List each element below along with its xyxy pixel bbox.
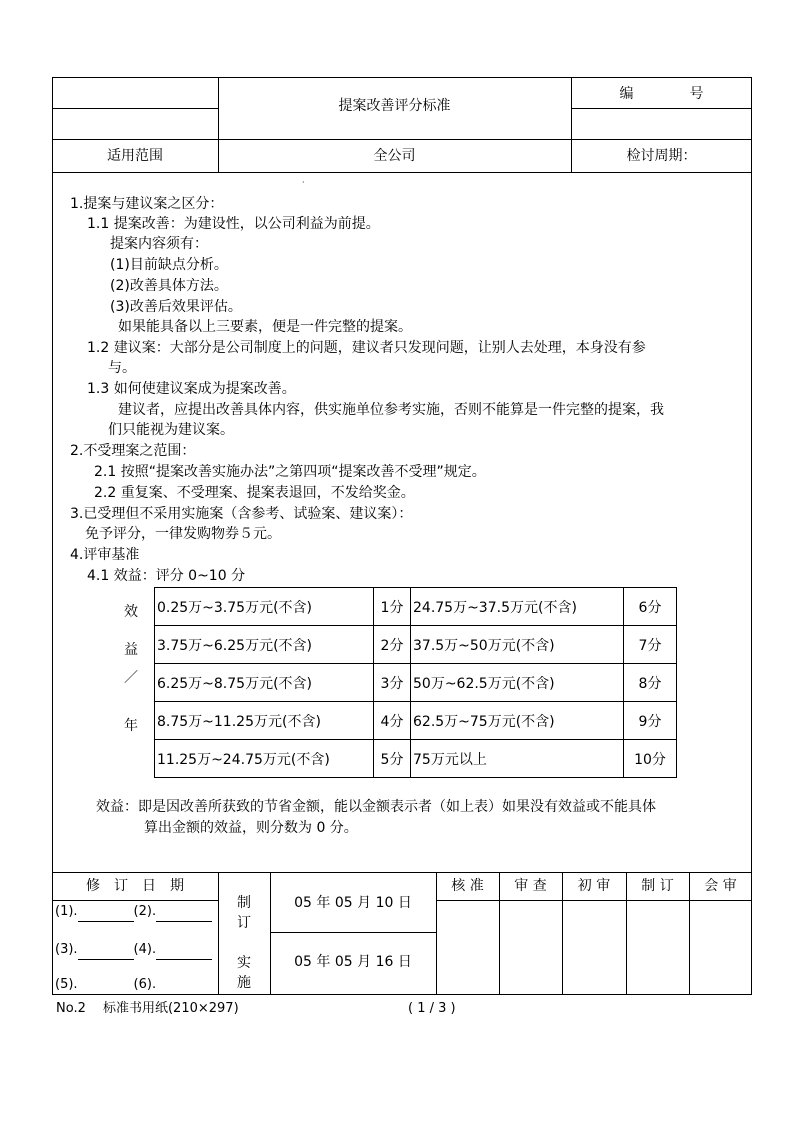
table-cell: 8.75万~11.25万元(不含): [155, 702, 374, 740]
page-number: ( 1 / 3 ): [408, 1001, 456, 1016]
table-row: [155, 588, 677, 626]
body-line: 1.3 如何使建议案成为提案改善。: [87, 381, 296, 397]
benefit-note: 效益：即是因改善所获致的节省金额，能以金额表示者（如上表）如果没有效益或不能具体: [96, 799, 656, 815]
footer-line: [436, 900, 752, 901]
table-cell: 0.25万~3.75万元(不含): [155, 588, 374, 626]
made-date: 05 年 05 月 10 日: [294, 895, 412, 911]
side-label-char: 效: [124, 604, 138, 620]
footer-divider: [218, 872, 219, 995]
table-cell: 62.5万~75万元(不含): [411, 702, 624, 740]
body-line: 们只能视为建议案。: [108, 422, 234, 438]
header-line: [52, 139, 752, 140]
footer-line: [270, 932, 436, 933]
revision-blank: [78, 907, 134, 922]
table-cell: 10分: [624, 740, 677, 778]
table-cell: 24.75万~37.5万元(不含): [411, 588, 624, 626]
doc-number: No.2 标准书用纸(210×297): [56, 1001, 239, 1016]
doc-title: 提案改善评分标准: [338, 98, 451, 114]
revision-blank: [156, 980, 212, 995]
header-line: [571, 108, 752, 109]
table-cell: 50万~62.5万元(不含): [411, 664, 624, 702]
body-line: (3)改善后效果评估。: [110, 299, 242, 315]
impl-date: 05 年 05 月 16 日: [294, 954, 412, 970]
body-line: 2.2 重复案、不受理案、提案表退回，不发给奖金。: [94, 485, 415, 501]
section-heading: 4.评审基准: [70, 547, 140, 563]
stray-dot: ·: [302, 178, 305, 187]
table-cell: 6分: [624, 588, 677, 626]
revision-blank: [78, 980, 134, 995]
table-row: [155, 626, 677, 664]
body-line: 4.1 效益：评分 0~10 分: [87, 568, 246, 584]
made-label-char: 制: [237, 895, 251, 911]
revision-blank: [156, 945, 212, 960]
footer-line: [52, 900, 218, 901]
revision-slot-row: [55, 902, 212, 922]
review-period-label: 检讨周期：: [626, 148, 697, 164]
revision-slot-row: [55, 975, 212, 995]
body-line: 如果能具备以上三要素，便是一件完整的提案。: [118, 319, 412, 335]
section-heading: 2.不受理案之范围：: [70, 443, 196, 459]
header-line: [52, 108, 218, 109]
revision-blank: [78, 945, 134, 960]
sign-header-approve: 核 准: [451, 878, 484, 894]
table-cell: 11.25万~24.75万元(不含): [155, 740, 374, 778]
body-line: 提案内容须有：: [110, 236, 208, 252]
sign-header-review: 审 查: [514, 878, 547, 894]
revision-slot: (3).: [55, 942, 78, 957]
side-label-char: ／: [124, 670, 138, 686]
table-row: [155, 664, 677, 702]
revision-date-label: 修 订 日 期: [86, 878, 184, 894]
body-line: 1.2 建议案：大部分是公司制度上的问题，建议者只发现问题，让别人去处理，本身没有参: [87, 340, 646, 356]
table-cell: 37.5万~50万元(不含): [411, 626, 624, 664]
revision-slot: (4).: [133, 942, 157, 957]
sign-header-author: 制 订: [641, 878, 674, 894]
table-cell: 75万元以上: [411, 740, 624, 778]
footer-divider: [270, 872, 271, 995]
body-line: 建议者，应提出改善具体内容，供实施单位参考实施，否则不能算是一件完整的提案，我: [118, 402, 664, 418]
number-label: 编 号: [619, 86, 704, 102]
revision-slot: (1).: [55, 904, 78, 919]
footer-line: [52, 872, 752, 873]
sign-header-joint-review: 会 审: [704, 878, 737, 894]
side-label-char: 益: [124, 642, 138, 658]
side-label-char: 年: [124, 718, 138, 734]
revision-slot-row: [55, 940, 212, 960]
table-cell: 8分: [624, 664, 677, 702]
impl-label-char: 施: [237, 975, 251, 991]
table-cell: 6.25万~8.75万元(不含): [155, 664, 374, 702]
scope-label: 适用范围: [107, 148, 163, 164]
table-cell: 1分: [374, 588, 411, 626]
table-cell: 5分: [374, 740, 411, 778]
scope-value: 全公司: [373, 148, 416, 164]
body-line: (1)目前缺点分析。: [110, 257, 228, 273]
sign-header-first-review: 初 审: [577, 878, 611, 894]
body-line: 与。: [108, 360, 136, 376]
section-heading: 3.已受理但不采用实施案（含参考、试验案、建议案）：: [70, 506, 413, 522]
table-cell: 2分: [374, 626, 411, 664]
header-line: [52, 172, 752, 173]
table-cell: 3分: [374, 664, 411, 702]
body-line: 1.1 提案改善：为建设性，以公司利益为前提。: [87, 216, 380, 232]
body-line: 2.1 按照“提案改善实施办法”之第四项“提案改善不受理”规定。: [94, 464, 486, 480]
benefit-score-table: [154, 587, 677, 778]
section-heading: 1.提案与建议案之区分：: [70, 196, 224, 212]
benefit-note: 算出金额的效益，则分数为 0 分。: [144, 820, 358, 836]
table-cell: 7分: [624, 626, 677, 664]
table-row: [155, 740, 677, 778]
table-cell: 9分: [624, 702, 677, 740]
revision-slot: (5).: [55, 977, 78, 992]
table-row: [155, 702, 677, 740]
made-label-char: 订: [237, 915, 251, 931]
revision-slot: (6).: [133, 977, 157, 992]
revision-blank: [156, 907, 212, 922]
revision-slot: (2).: [133, 904, 157, 919]
body-line: 免予评分，一律发购物券５元。: [85, 526, 281, 542]
impl-label-char: 实: [237, 955, 251, 971]
table-cell: 3.75万~6.25万元(不含): [155, 626, 374, 664]
body-line: (2)改善具体方法。: [110, 278, 228, 294]
table-cell: 4分: [374, 702, 411, 740]
